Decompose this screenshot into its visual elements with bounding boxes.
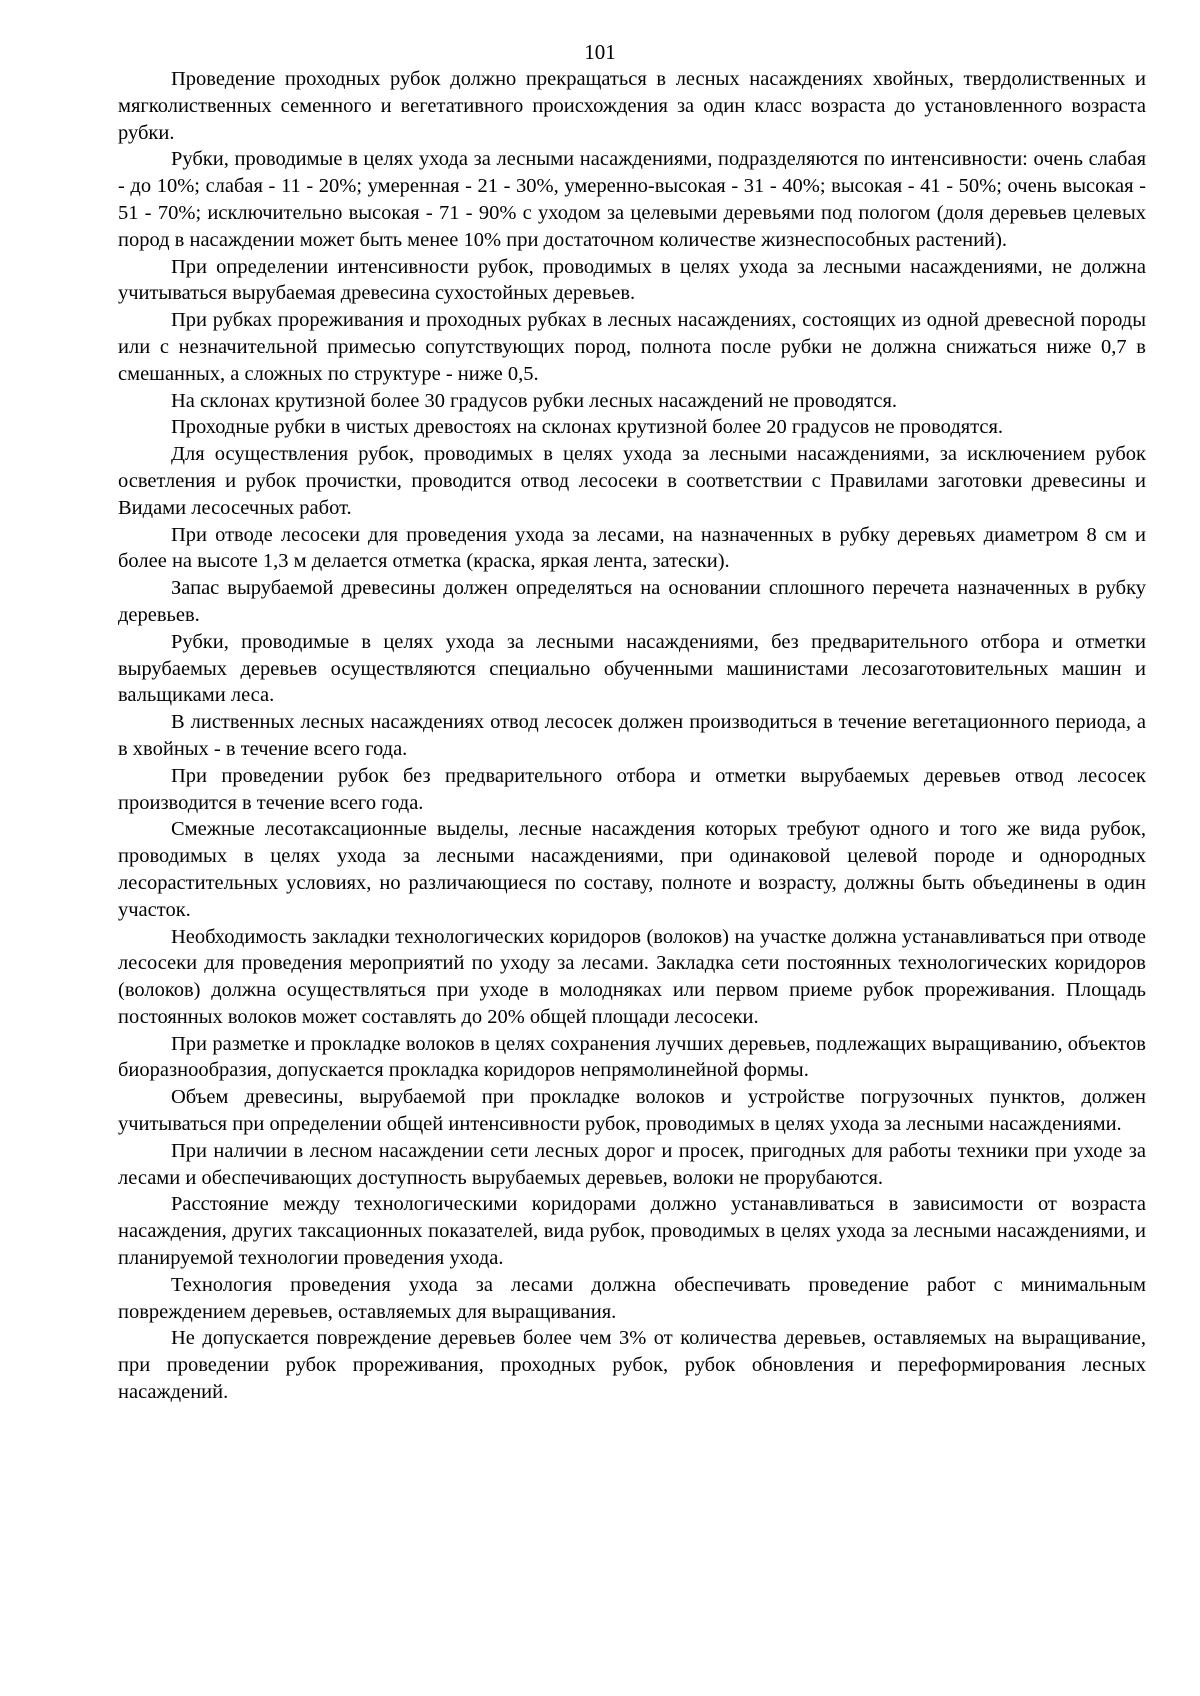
paragraph: В лиственных лесных насаждениях отвод лесосек должен производиться в течение вегетационного периода, а в хвойных - в течение всего года. xyxy=(118,711,1146,760)
paragraph: Запас вырубаемой древесины должен определяться на основании сплошного перечета назначенных в рубку деревьев. xyxy=(118,577,1146,626)
page-number: 101 xyxy=(584,40,616,64)
paragraph: На склонах крутизной более 30 градусов рубки лесных насаждений не проводятся. xyxy=(171,389,898,412)
paragraph: При рубках прореживания и проходных рубках в лесных насаждениях, состоящих из одной древесной породы или с незначительной примесью сопутствующих пород, полнота после рубки не должна снижаться ниже 0,7 в смешанных, а сложных по структуре - ниже 0,5. xyxy=(118,309,1146,385)
paragraph: Рубки, проводимые в целях ухода за лесными насаждениями, подразделяются по интенсивности: очень слабая - до 10%; слабая - 11 - 20%; умеренная - 21 - 30%, умеренно-высокая - 31 - 40%; высокая - 41 - 50%; очень высокая - 51 - 70%; исключительно высокая - 71 - 90% с уходом за целевыми деревьями под пологом (доля деревьев целевых пород в насаждении может быть менее 10% при достаточном количестве жизнеспособных растений). xyxy=(118,148,1146,251)
paragraph: При отводе лесосеки для проведения ухода за лесами, на назначенных в рубку деревьях диаметром 8 см и более на высоте 1,3 м делается отметка (краска, яркая лента, затески). xyxy=(118,523,1146,573)
paragraph: При определении интенсивности рубок, проводимых в целях ухода за лесными насаждениями, не должна учитываться вырубаемая древесина сухостойных деревьев. xyxy=(118,255,1146,305)
paragraph: При разметке и прокладке волоков в целях сохранения лучших деревьев, подлежащих выращиванию, объектов биоразнообразия, допускается прокладка коридоров непрямолинейной формы. xyxy=(118,1032,1146,1082)
paragraph: Рубки, проводимые в целях ухода за лесными насаждениями, без предварительного отбора и отметки вырубаемых деревьев осуществляются специально обученными машинистами лесозаготовительных машин и вальщиками леса. xyxy=(118,630,1146,707)
paragraph: Для осуществления рубок, проводимых в целях ухода за лесными насаждениями, за исключением рубок осветления и рубок прочистки, проводится отвод лесосеки в соответствии с Правилами заготовки древесины и Видами лесосечных работ. xyxy=(118,443,1146,519)
paragraph: Технология проведения ухода за лесами должна обеспечивать проведение работ с минимальным повреждением деревьев, оставляемых для выращивания. xyxy=(118,1273,1146,1323)
paragraph: При наличии в лесном насаждении сети лесных дорог и просек, пригодных для работы техники при уходе за лесами и обеспечивающих доступность вырубаемых деревьев, волоки не прорубаются. xyxy=(118,1139,1146,1189)
paragraph: Необходимость закладки технологических коридоров (волоков) на участке должна устанавливаться при отводе лесосеки для проведения мероприятий по уходу за лесами. Закладка сети постоянных технологических коридоров (волоков) должна осуществляться при уходе в молодняках или первом приеме рубок прореживания. Площадь постоянных волоков может составлять до 20% общей площади лесосеки. xyxy=(118,925,1146,1028)
paragraph: Проходные рубки в чистых древостоях на склонах крутизной более 20 градусов не проводятся. xyxy=(171,416,1004,439)
paragraph: При проведении рубок без предварительного отбора и отметки вырубаемых деревьев отвод лесосек производится в течение всего года. xyxy=(118,764,1146,814)
paragraph: Проведение проходных рубок должно прекращаться в лесных насаждениях хвойных, твердолиственных и мягколиственных семенного и вегетативного происхождения за один класс возраста до установленного возраста рубки. xyxy=(118,68,1146,144)
paragraph: Смежные лесотаксационные выделы, лесные насаждения которых требуют одного и того же вида рубок, проводимых в целях ухода за лесными насаждениями, при одинаковой целевой породе и однородных лесорастительных условиях, но различающиеся по составу, полноте и возрасту, должны быть объединены в один участок. xyxy=(118,818,1146,921)
paragraph: Объем древесины, вырубаемой при прокладке волоков и устройстве погрузочных пунктов, должен учитываться при определении общей интенсивности рубок, проводимых в целях ухода за лесными насаждениями. xyxy=(118,1086,1146,1136)
document-body xyxy=(118,66,1146,1406)
paragraph: Не допускается повреждение деревьев более чем 3% от количества деревьев, оставляемых на выращивание, при проведении рубок прореживания, проходных рубок, рубок обновления и переформирования лесных насаждений. xyxy=(118,1327,1146,1404)
paragraph: Расстояние между технологическими коридорами должно устанавливаться в зависимости от возраста насаждения, других таксационных показателей, вида рубок, проводимых в целях ухода за лесными насаждениями, и планируемой технологии проведения ухода. xyxy=(118,1193,1146,1270)
